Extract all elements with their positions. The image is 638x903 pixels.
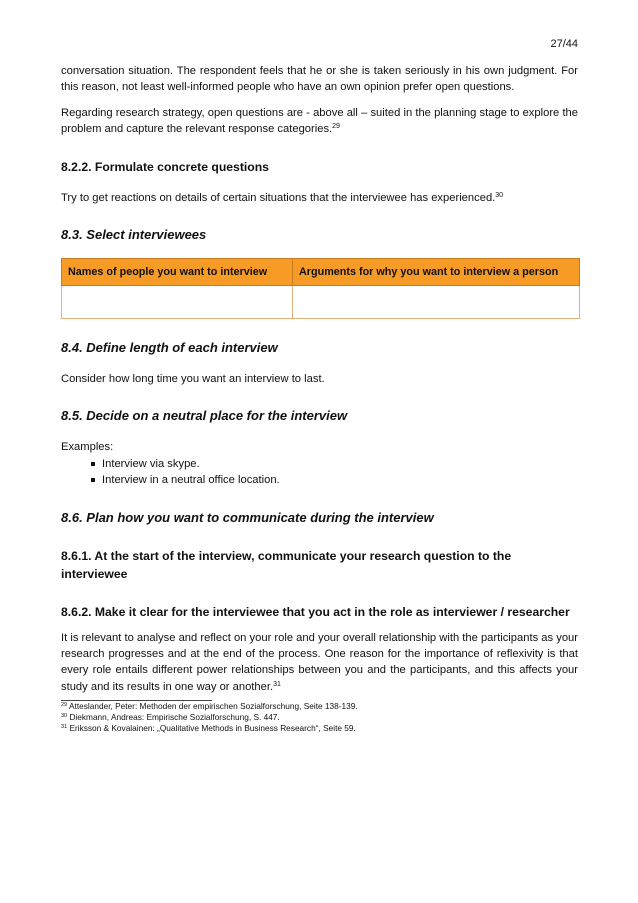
section-heading-8-5: 8.5. Decide on a neutral place for the interview [61, 408, 348, 424]
section-heading-8-6-2: 8.6.2. Make it clear for the interviewee that you act in the role as interviewer / researcher [61, 604, 570, 619]
list-item: Interview in a neutral office location. [91, 472, 578, 488]
table-header-names: Names of people you want to interview [62, 259, 293, 286]
footnote: $^{31}$ Eriksson & Kovalainen: „Qualitative Methods in Business Research“, Seite 59. [61, 723, 356, 734]
footnote-ref: 30 [495, 191, 504, 199]
footnote-ref: 29 [332, 123, 340, 131]
footnote: $^{30}$ Diekmann, Andreas: Empirische Sozialforschung, S. 447. [61, 712, 280, 723]
page-body [61, 63, 578, 734]
examples-label: Examples: [61, 441, 114, 454]
table-cell-arguments [293, 286, 580, 319]
list-item: Interview via skype. [91, 456, 578, 472]
interviewees-table [61, 258, 580, 319]
table-header-arguments: Arguments for why you want to interview a person [293, 259, 580, 286]
footnote: $^{29}$ Atteslander, Peter: Methoden der empirischen Sozialforschung, Seite 138-139. [61, 701, 358, 712]
paragraph: Try to get reactions on details of certain situations that the interviewee has experienced.$^{30}$ [61, 191, 504, 204]
section-heading-8-6-1: 8.6.1. At the start of the interview, communicate your research question to the interviewee [61, 548, 512, 581]
table-cell-names [62, 286, 293, 319]
page-number: 27/44 [550, 38, 578, 50]
paragraph: It is relevant to analyse and reflect on your role and your overall relationship with the participants as your research progresses and at the end of the process. One reason for the importance of reflexivity is that every role entails different power relationships between you and the participants, and this affects your study and its results in one way or another.$^{31}$ [61, 631, 578, 693]
section-heading-8-3: 8.3. Select interviewees [61, 227, 207, 243]
paragraph: Regarding research strategy, open questions are - above all – suited in the planning stage to explore the problem and capture the relevant response categories.$^{29}$ [61, 106, 578, 136]
section-heading-8-6: 8.6. Plan how you want to communicate during the interview [61, 509, 434, 525]
paragraph: conversation situation. The respondent feels that he or she is taken seriously in his own judgment. For this reason, not least well-informed people who have an own opinion prefer open questions. [61, 65, 578, 94]
footnote-ref: 31 [273, 680, 281, 688]
table-header-row [62, 259, 580, 286]
section-heading-8-2-2: 8.2.2. Formulate concrete questions [61, 159, 269, 174]
table-row [62, 286, 580, 319]
paragraph: Consider how long time you want an interview to last. [61, 373, 325, 386]
section-heading-8-4: 8.4. Define length of each interview [61, 340, 278, 356]
examples-list [61, 456, 578, 489]
